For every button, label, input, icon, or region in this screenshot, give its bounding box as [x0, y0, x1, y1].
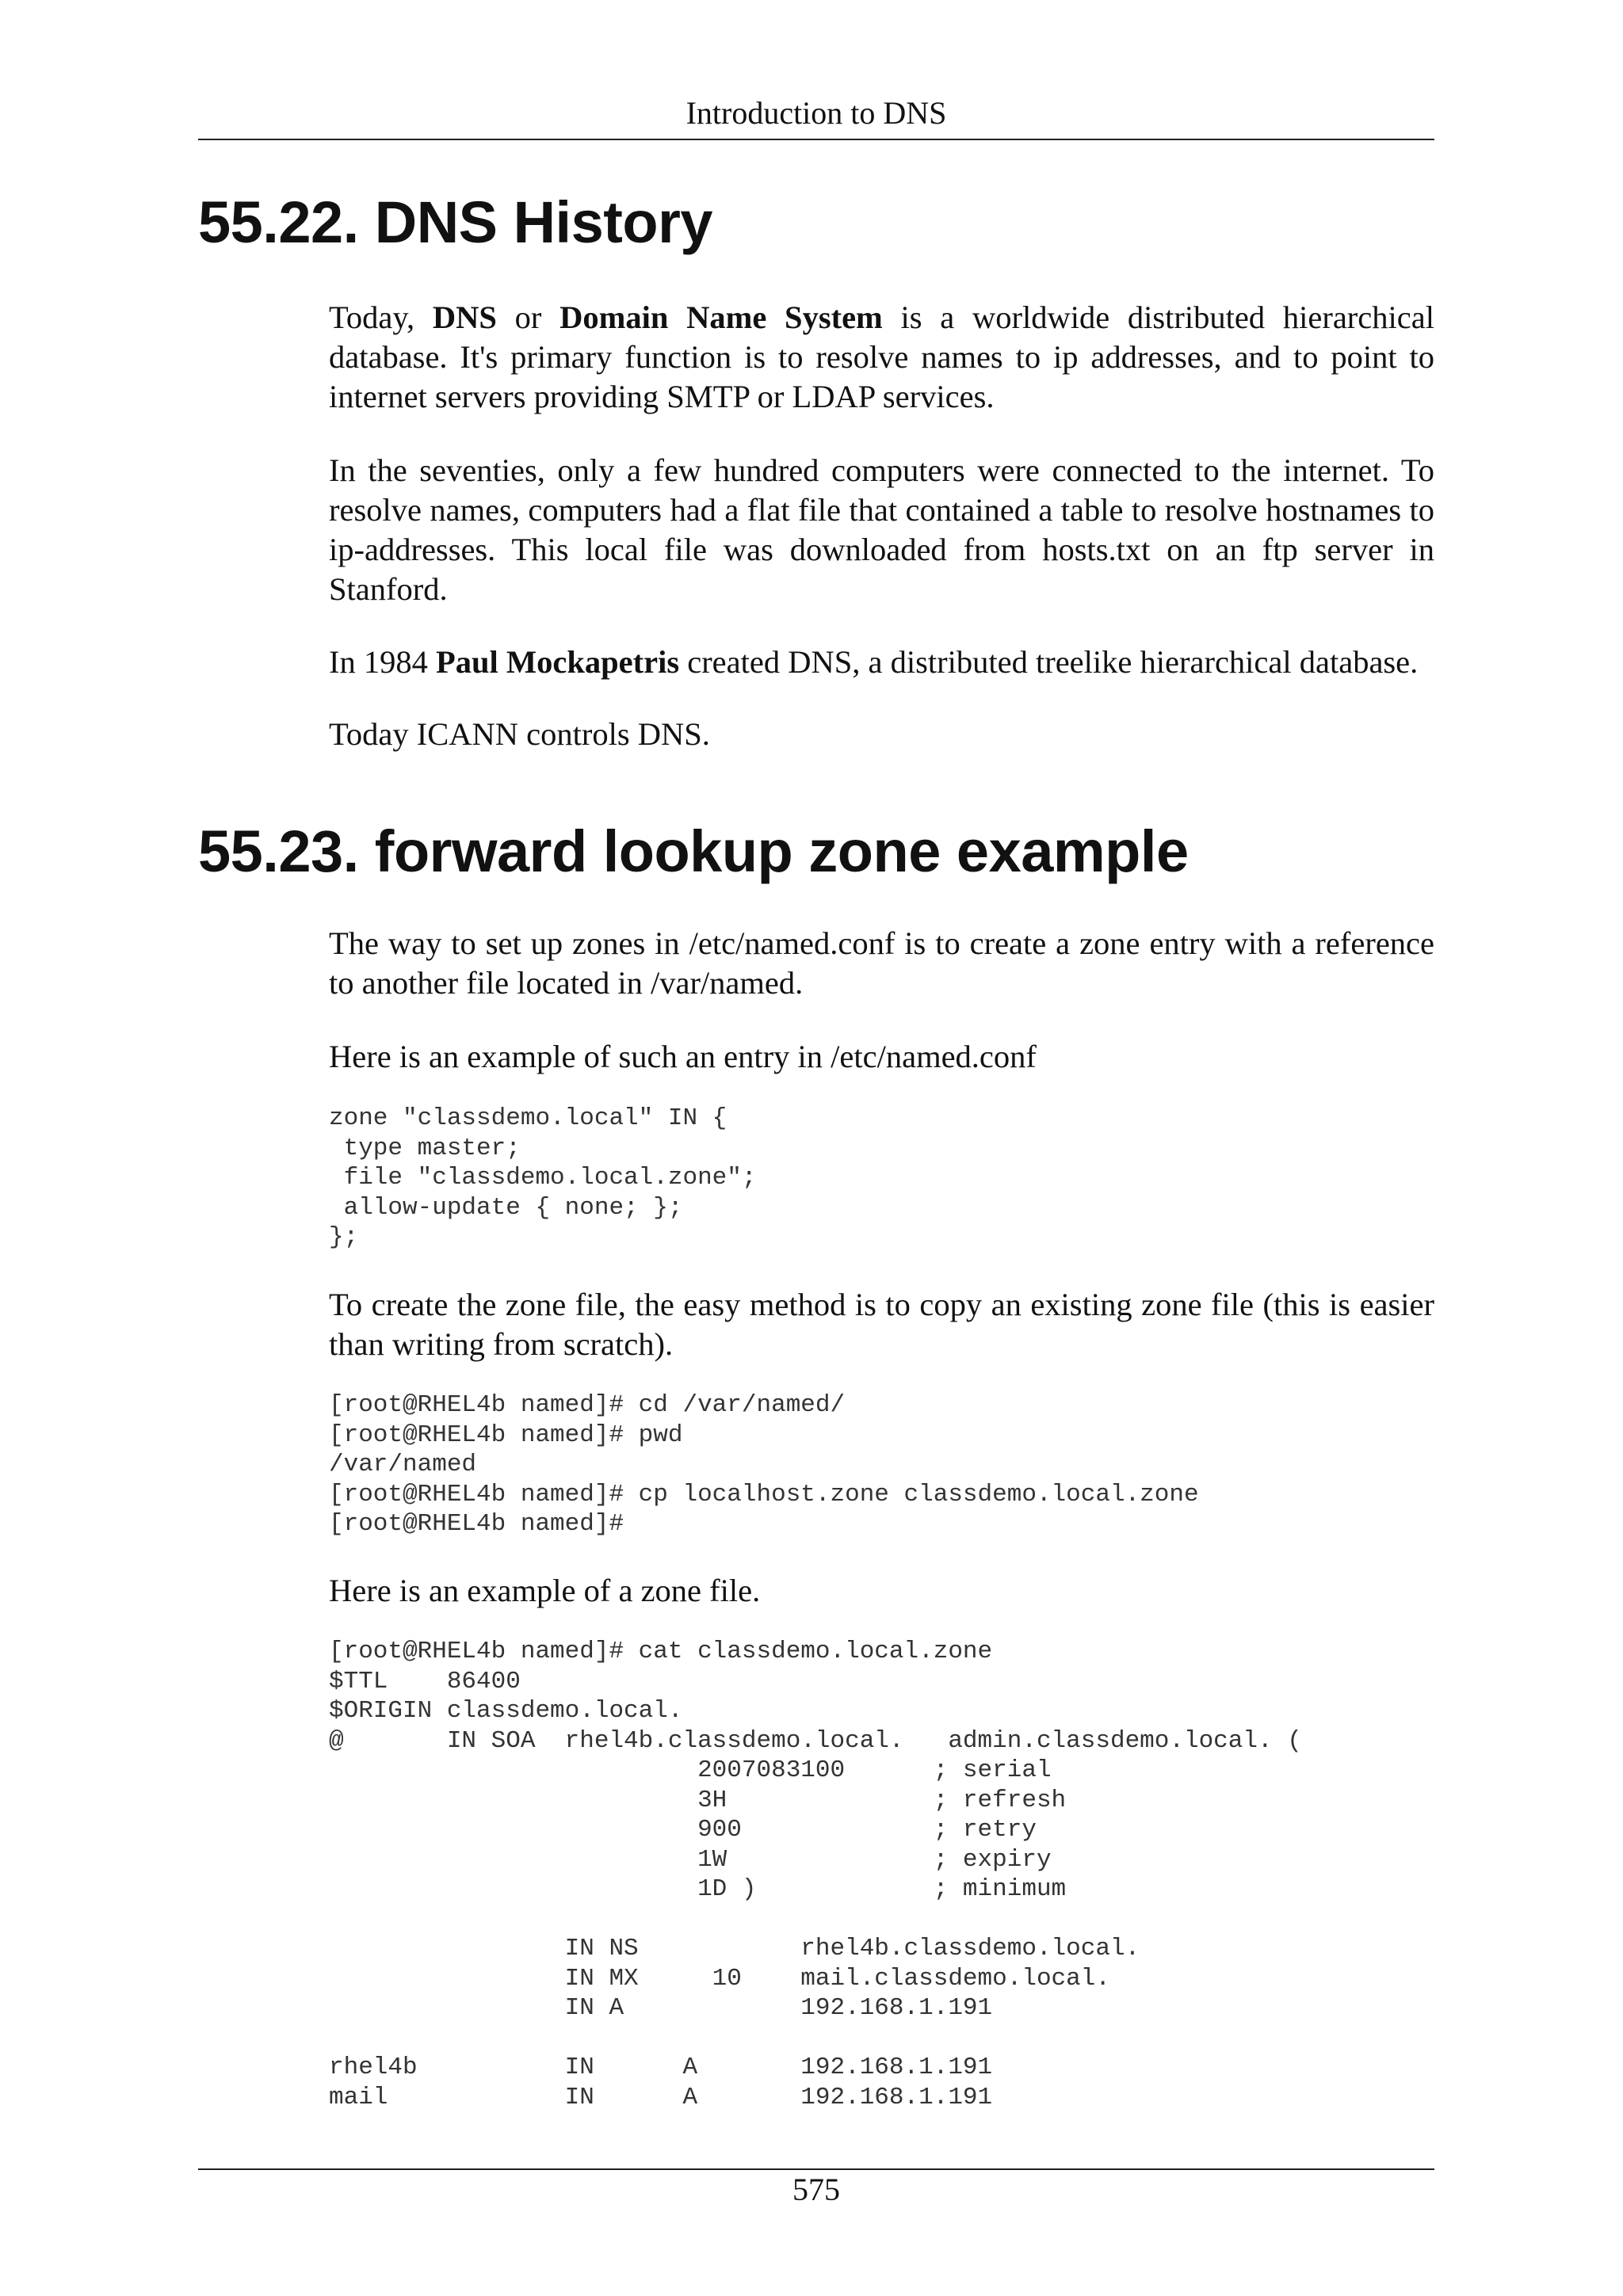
section-title-dns-history: 55.22. DNS History — [198, 189, 713, 255]
text-fragment: created DNS, a distributed treelike hierarchical database. — [679, 644, 1419, 680]
term-domain-name-system: Domain Name System — [559, 299, 883, 335]
paragraph-seventies: In the seventies, only a few hundred computers were connected to the internet. To resolve names, computers had a flat file that contained a table to resolve hostnames to ip-addresses. This local file was downloaded from hosts.txt on an ftp server in Stanford. — [329, 452, 1434, 607]
text-fragment: Today, — [329, 299, 433, 335]
text-fragment: or — [496, 299, 560, 335]
running-header: Introduction to DNS — [685, 95, 947, 131]
paragraph-copy-intro: To create the zone file, the easy method is to copy an existing zone file (this is easier than writing from scratch). — [329, 1287, 1434, 1362]
paragraph-zone-setup: The way to set up zones in /etc/named.conf is to create a zone entry with a reference to another file located in /var/named. — [329, 925, 1434, 1001]
paragraph-zone-file-intro: Here is an example of a zone file. — [329, 1573, 761, 1608]
code-named-conf-entry: zone "classdemo.local" IN { type master; file "classdemo.local.zone"; allow-update { none; }; }; — [329, 1104, 757, 1251]
paragraph-dns-definition — [329, 298, 1434, 417]
text-fragment: In 1984 — [329, 644, 436, 680]
paragraph-mockapetris — [329, 643, 1434, 682]
section-title-forward-lookup-zone: 55.23. forward lookup zone example — [198, 818, 1189, 884]
paragraph-icann: Today ICANN controls DNS. — [329, 716, 710, 752]
code-copy-zone-file: [root@RHEL4b named]# cd /var/named/ [root@RHEL4b named]# pwd /var/named [root@RHEL4b named]# cp localhost.zone classdemo.local.zone [root@RHEL4b named]# — [329, 1391, 1199, 1538]
text-fragment: is a worldwide distributed hierarchical database. It's primary function is to resolve names to ip addresses, and to point to internet servers providing SMTP or LDAP services. — [329, 299, 1434, 414]
term-dns: DNS — [432, 299, 497, 335]
paragraph-example-entry-intro: Here is an example of such an entry in /etc/named.conf — [329, 1039, 1037, 1074]
person-name: Paul Mockapetris — [436, 644, 680, 680]
page-number: 575 — [792, 2172, 840, 2207]
header-rule — [198, 139, 1434, 140]
code-zone-file: [root@RHEL4b named]# cat classdemo.local.zone $TTL 86400 $ORIGIN classdemo.local. @ IN SOA rhel4b.classdemo.local. admin.classdemo.local. ( 2007083100 ; serial 3H ; refresh 900 ; retry 1W ; expiry 1D ) ; minimum IN NS rhel4b.classdemo.local. IN MX 10 mail.classdemo.local. IN A 192.168.1.191 rhel4b IN A 192.168.1.191 mail IN A 192.168.1.191 — [329, 1638, 1302, 2111]
